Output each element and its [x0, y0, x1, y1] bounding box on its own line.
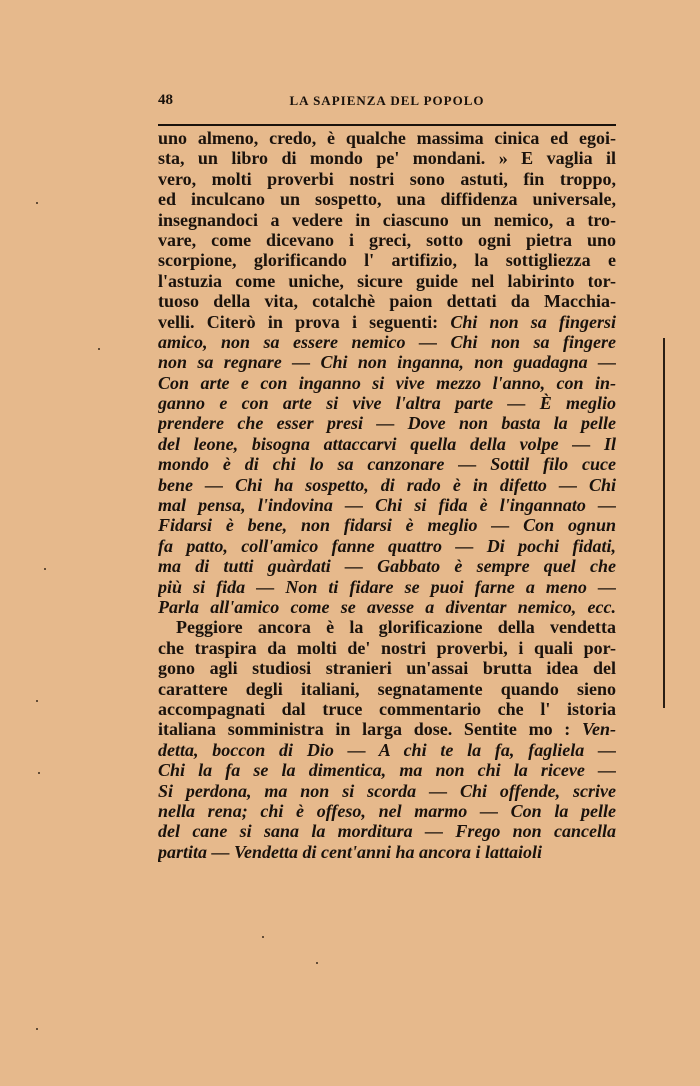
proverb-line: amico, non sa essere nemico — Chi non sa fingere	[158, 331, 616, 352]
italic-span: Ven-	[581, 719, 616, 740]
proverb-line: Chi la fa se la dimentica, ma non chi la riceve —	[158, 760, 616, 781]
text-line	[158, 312, 616, 332]
text-line: tuoso della vita, cotalchè paion dettati da Macchia-	[158, 291, 616, 312]
paper-speck	[44, 568, 46, 570]
proverb-line: ganno e con arte si vive l'altra parte — È meglio	[158, 393, 616, 414]
proverb-line: fa patto, coll'amico fanne quattro — Di pochi fidati,	[158, 535, 616, 556]
proverb-line: mal pensa, l'indovina — Chi si fida è l'ingannato —	[158, 495, 616, 516]
paper-speck	[36, 202, 38, 204]
text-line: l'astuzia come uniche, sicure guide nel labirinto tor-	[158, 270, 616, 291]
text-line: carattere degli italiani, segnatamente quando sieno	[158, 678, 616, 699]
text-span: velli. Citerò in prova i seguenti:	[158, 311, 439, 332]
italic-span: Chi non sa fingersi	[450, 311, 616, 332]
running-title: LA SAPIENZA DEL POPOLO	[289, 93, 485, 108]
proverb-line: prendere che esser presi — Dove non basta la pelle	[158, 413, 616, 434]
paper-speck	[262, 936, 264, 938]
proverb-line: partita — Vendetta di cent'anni ha ancora i lattaioli	[158, 841, 543, 862]
proverb-line: del cane si sana la morditura — Frego non cancella	[158, 821, 616, 842]
proverb-line: del leone, bisogna attaccarvi quella della volpe — Il	[158, 433, 616, 454]
header-rule	[158, 124, 616, 126]
text-line	[158, 719, 616, 739]
paper-speck	[36, 1028, 38, 1030]
proverb-line: non sa regnare — Chi non inganna, non guadagna —	[158, 352, 616, 373]
text-line: accompagnati dal truce commentario che l' istoria	[158, 698, 616, 719]
proverb-line: Si perdona, ma non si scorda — Chi offende, scrive	[158, 780, 616, 801]
text-line: gono agli studiosi stranieri un'assai brutta idea del	[158, 658, 616, 679]
margin-mark	[663, 338, 665, 708]
body-text	[158, 128, 616, 862]
text-line: ed inculcano un sospetto, una diffidenza universale,	[158, 189, 616, 210]
proverb-line: mondo è di chi lo sa canzonare — Sottil filo cuce	[158, 454, 616, 475]
proverb-line: nella rena; chi è offeso, nel marmo — Con la pelle	[158, 800, 616, 821]
paper-speck	[316, 962, 318, 964]
proverb-line: detta, boccon di Dio — A chi te la fa, fagliela —	[158, 739, 616, 760]
text-line: uno almeno, credo, è qualche massima cinica ed egoi-	[158, 128, 616, 148]
text-line: insegnandoci a vedere in ciascuno un nemico, a tro-	[158, 209, 616, 230]
proverb-line: ma di tutti guàrdati — Gabbato è sempre quel che	[158, 556, 616, 577]
text-line: vero, molti proverbi nostri sono astuti, fin troppo,	[158, 168, 616, 189]
page-header	[158, 92, 616, 114]
proverb-line: Parla all'amico come se avesse a diventar nemico, ecc.	[158, 596, 616, 617]
page-number: 48	[158, 92, 173, 108]
proverb-line: più si fida — Non ti fidare se puoi farne a meno —	[158, 576, 616, 597]
paper-speck	[36, 700, 38, 702]
proverb-line: Con arte e con inganno si vive mezzo l'anno, con in-	[158, 372, 616, 393]
text-line: vare, come dicevano i greci, sotto ogni pietra uno	[158, 229, 616, 250]
text-line: scorpione, glorificando l' artifizio, la sottigliezza e	[158, 250, 616, 271]
proverb-line: Fidarsi è bene, non fidarsi è meglio — Con ognun	[158, 515, 616, 536]
text-line: sta, un libro di mondo pe' mondani. » E vaglia il	[158, 148, 616, 169]
text-span: italiana somministra in larga dose. Sentite mo :	[158, 719, 571, 740]
text-line: Peggiore ancora è la glorificazione della vendetta	[176, 617, 616, 638]
text-line: che traspira da molti de' nostri proverbi, i quali por-	[158, 637, 616, 658]
paper-speck	[98, 348, 100, 350]
paper-speck	[38, 772, 40, 774]
proverb-line: bene — Chi ha sospetto, di rado è in difetto — Chi	[158, 474, 616, 495]
